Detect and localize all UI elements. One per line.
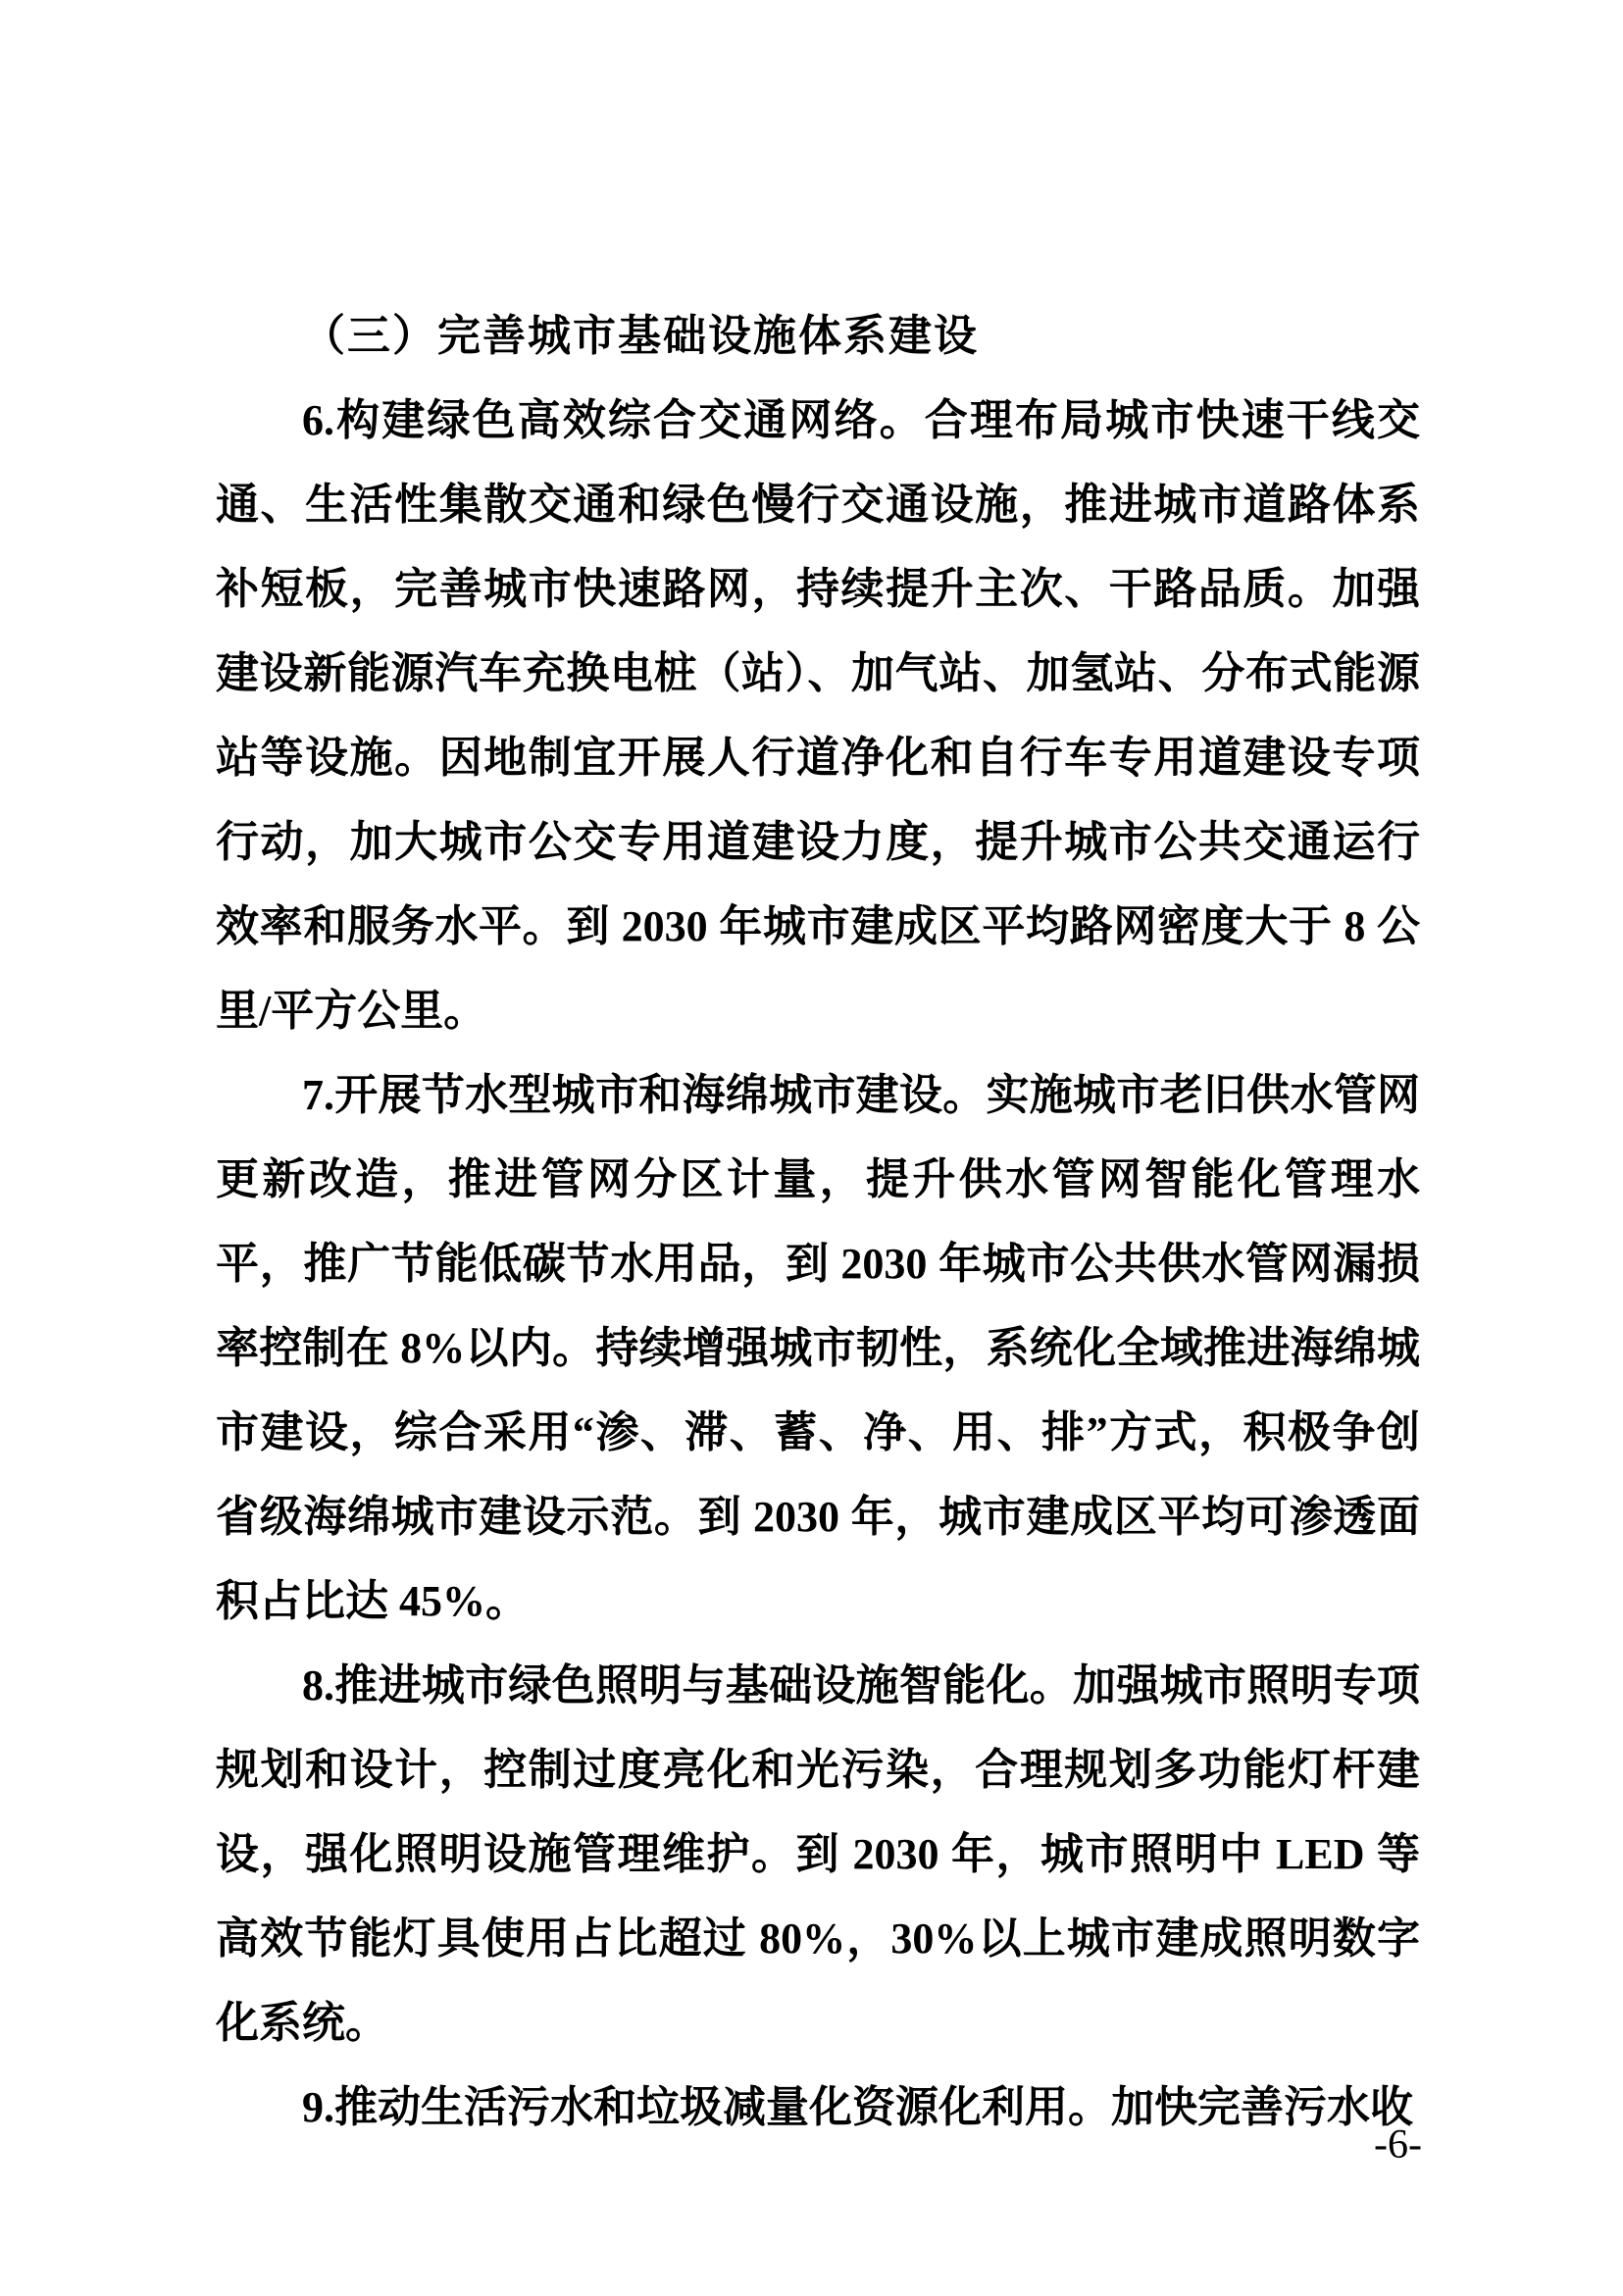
paragraph-item-9: 9.推动生活污水和垃圾减量化资源化利用。加快完善污水收 bbox=[302, 2083, 1413, 2131]
paragraph-item-8: 8.推进城市绿色照明与基础设施智能化。加强城市照明专项规划和设计，控制过度亮化和光污染，合理规划多功能灯杆建设，强化照明设施管理维护。到 2030 年，城市照明中 LED 等高效节能灯具使用占比超过 80%，30%以上城市建成照明数字化系统。 bbox=[216, 1661, 1420, 2047]
document-content bbox=[216, 294, 1420, 2150]
paragraph-item-7: 7.开展节水型城市和海绵城市建设。实施城市老旧供水管网更新改造，推进管网分区计量，提升供水管网智能化管理水平，推广节能低碳节水用品，到 2030 年城市公共供水管网漏损率控制在 8%以内。持续增强城市韧性，系统化全域推进海绵城市建设，综合采用“渗、滞、蓄、净、用、排”方式，积极争创省级海绵城市建设示范。到 2030 年，城市建成区平均可渗透面积占比达 45%。 bbox=[216, 1071, 1420, 1625]
paragraph-item-6: 6.构建绿色高效综合交通网络。合理布局城市快速干线交通、生活性集散交通和绿色慢行交通设施，推进城市道路体系补短板，完善城市快速路网，持续提升主次、干路品质。加强建设新能源汽车充换电桩（站）、加气站、加氢站、分布式能源站等设施。因地制宜开展人行道净化和自行车专用道建设专项行动，加大城市公交专用道建设力度，提升城市公共交通运行效率和服务水平。到 2030 年城市建成区平均路网密度大于 8 公里/平方公里。 bbox=[216, 396, 1420, 1035]
page-number: -6- bbox=[1374, 2122, 1422, 2168]
section-heading: （三）完善城市基础设施体系建设 bbox=[302, 312, 979, 360]
